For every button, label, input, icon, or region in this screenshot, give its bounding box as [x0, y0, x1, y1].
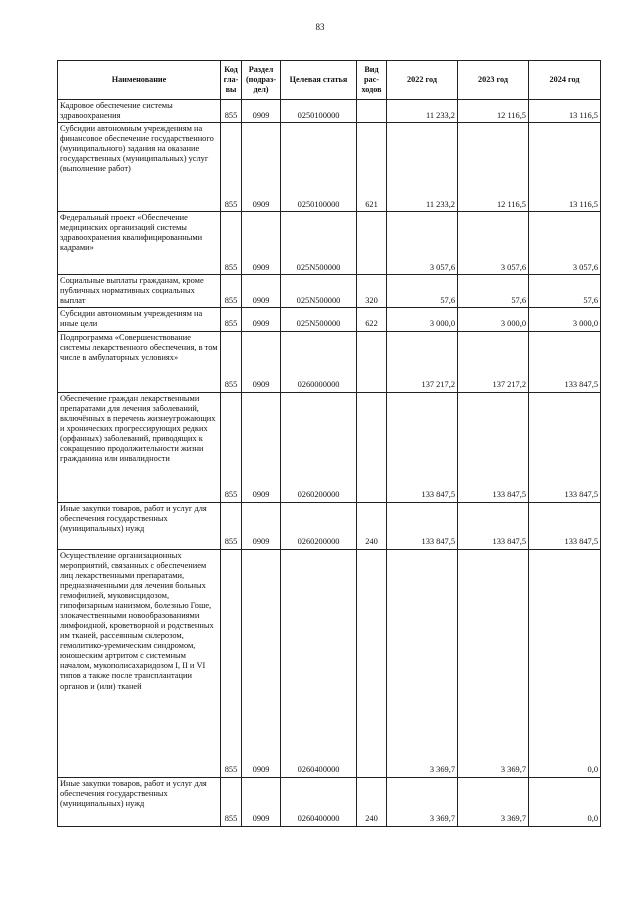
row-2023: 12 116,5: [458, 123, 529, 212]
row-2024: 133 847,5: [529, 392, 601, 502]
row-2024: 13 116,5: [529, 100, 601, 123]
header-2023: 2023 год: [458, 61, 529, 100]
row-2024: 0,0: [529, 549, 601, 777]
row-section: 0909: [242, 549, 281, 777]
row-code: 855: [221, 212, 242, 275]
header-2022: 2022 год: [387, 61, 458, 100]
row-2022: 3 000,0: [387, 308, 458, 331]
row-kind: 320: [357, 275, 387, 308]
row-target: 025N500000: [281, 308, 357, 331]
row-kind: 240: [357, 777, 387, 826]
row-2024: 133 847,5: [529, 331, 601, 392]
header-code: Код гла- вы: [221, 61, 242, 100]
table-row: [58, 212, 601, 275]
row-2022: 11 233,2: [387, 100, 458, 123]
row-kind: 240: [357, 502, 387, 549]
row-section: 0909: [242, 777, 281, 826]
row-2024: 3 000,0: [529, 308, 601, 331]
row-code: 855: [221, 308, 242, 331]
row-target: 025N500000: [281, 212, 357, 275]
row-2024: 0,0: [529, 777, 601, 826]
row-name: Иные закупки товаров, работ и услуг для обеспечения государственных (муниципальных) нужд: [58, 777, 221, 826]
row-code: 855: [221, 331, 242, 392]
row-kind: [357, 212, 387, 275]
row-name: Субсидии автономным учреждениям на иные цели: [58, 308, 221, 331]
row-name: Подпрограмма «Совершенствование системы лекарственного обеспечения, в том числе в амбулаторных условиях»: [58, 331, 221, 392]
table-row: [58, 275, 601, 308]
row-section: 0909: [242, 331, 281, 392]
row-code: 855: [221, 549, 242, 777]
row-name: Обеспечение граждан лекарственными препаратами для лечения заболеваний, включённых в перечень жизнеугрожающих и хронических прогрессирующих редких (орфанных) заболеваний, приводящих к сокращению продолжительности жизни гражданина или инвалидности: [58, 392, 221, 502]
row-section: 0909: [242, 392, 281, 502]
row-name: Кадровое обеспечение системы здравоохранения: [58, 100, 221, 123]
row-section: 0909: [242, 123, 281, 212]
row-2024: 13 116,5: [529, 123, 601, 212]
row-2022: 133 847,5: [387, 502, 458, 549]
row-code: 855: [221, 392, 242, 502]
row-2023: 133 847,5: [458, 502, 529, 549]
row-2022: 3 369,7: [387, 777, 458, 826]
row-kind: [357, 392, 387, 502]
row-2023: 12 116,5: [458, 100, 529, 123]
row-2022: 57,6: [387, 275, 458, 308]
table-row: [58, 123, 601, 212]
row-2023: 133 847,5: [458, 392, 529, 502]
row-code: 855: [221, 123, 242, 212]
table-row: [58, 100, 601, 123]
row-code: 855: [221, 275, 242, 308]
header-row: [58, 61, 601, 100]
row-name: Осуществление организационных мероприятий, связанных с обеспечением лиц лекарственными препаратами, предназначенными для лечения больных гемофилией, муковисцидозом, гипофизарным нанизмом, болезнью Гоше, злокачественными новообразованиями лимфоидной, кроветворной и родственных им тканей, рассеянным склерозом, гемолитико-уремическим синдромом, юношеским артритом с системным началом, мукополисахаридозом I, II и VI типов а также после трансплантации органов и (или) тканей: [58, 549, 221, 777]
header-target: Целевая статья: [281, 61, 357, 100]
header-section: Раздел (подраз- дел): [242, 61, 281, 100]
table-row: [58, 331, 601, 392]
row-code: 855: [221, 100, 242, 123]
row-2022: 3 369,7: [387, 549, 458, 777]
row-code: 855: [221, 502, 242, 549]
row-2022: 3 057,6: [387, 212, 458, 275]
row-2023: 57,6: [458, 275, 529, 308]
row-2024: 57,6: [529, 275, 601, 308]
row-target: 0260200000: [281, 502, 357, 549]
row-section: 0909: [242, 212, 281, 275]
table-row: [58, 549, 601, 777]
row-2023: 137 217,2: [458, 331, 529, 392]
row-2023: 3 369,7: [458, 549, 529, 777]
row-target: 025N500000: [281, 275, 357, 308]
row-kind: 622: [357, 308, 387, 331]
table-row: [58, 502, 601, 549]
row-kind: 621: [357, 123, 387, 212]
row-section: 0909: [242, 502, 281, 549]
row-2023: 3 057,6: [458, 212, 529, 275]
row-2023: 3 000,0: [458, 308, 529, 331]
header-kind: Вид рас- ходов: [357, 61, 387, 100]
row-kind: [357, 100, 387, 123]
row-section: 0909: [242, 100, 281, 123]
row-2022: 11 233,2: [387, 123, 458, 212]
row-name: Субсидии автономным учреждениям на финансовое обеспечение государственного (муниципального) задания на оказание государственных (муниципальных) услуг (выполнение работ): [58, 123, 221, 212]
row-target: 0250100000: [281, 100, 357, 123]
row-name: Федеральный проект «Обеспечение медицинских организаций системы здравоохранения квалифицированными кадрами»: [58, 212, 221, 275]
row-kind: [357, 331, 387, 392]
row-section: 0909: [242, 275, 281, 308]
row-kind: [357, 549, 387, 777]
table-row: [58, 777, 601, 826]
row-target: 0250100000: [281, 123, 357, 212]
header-name: Наименование: [58, 61, 221, 100]
row-name: Социальные выплаты гражданам, кроме публичных нормативных социальных выплат: [58, 275, 221, 308]
row-target: 0260200000: [281, 392, 357, 502]
row-code: 855: [221, 777, 242, 826]
budget-table: [57, 60, 601, 827]
page-number: 83: [315, 22, 325, 32]
row-2023: 3 369,7: [458, 777, 529, 826]
header-2024: 2024 год: [529, 61, 601, 100]
row-target: 0260400000: [281, 549, 357, 777]
row-2022: 133 847,5: [387, 392, 458, 502]
row-target: 0260400000: [281, 777, 357, 826]
row-name: Иные закупки товаров, работ и услуг для обеспечения государственных (муниципальных) нужд: [58, 502, 221, 549]
row-section: 0909: [242, 308, 281, 331]
table-row: [58, 392, 601, 502]
table-row: [58, 308, 601, 331]
row-2024: 133 847,5: [529, 502, 601, 549]
row-2024: 3 057,6: [529, 212, 601, 275]
row-target: 0260000000: [281, 331, 357, 392]
row-2022: 137 217,2: [387, 331, 458, 392]
